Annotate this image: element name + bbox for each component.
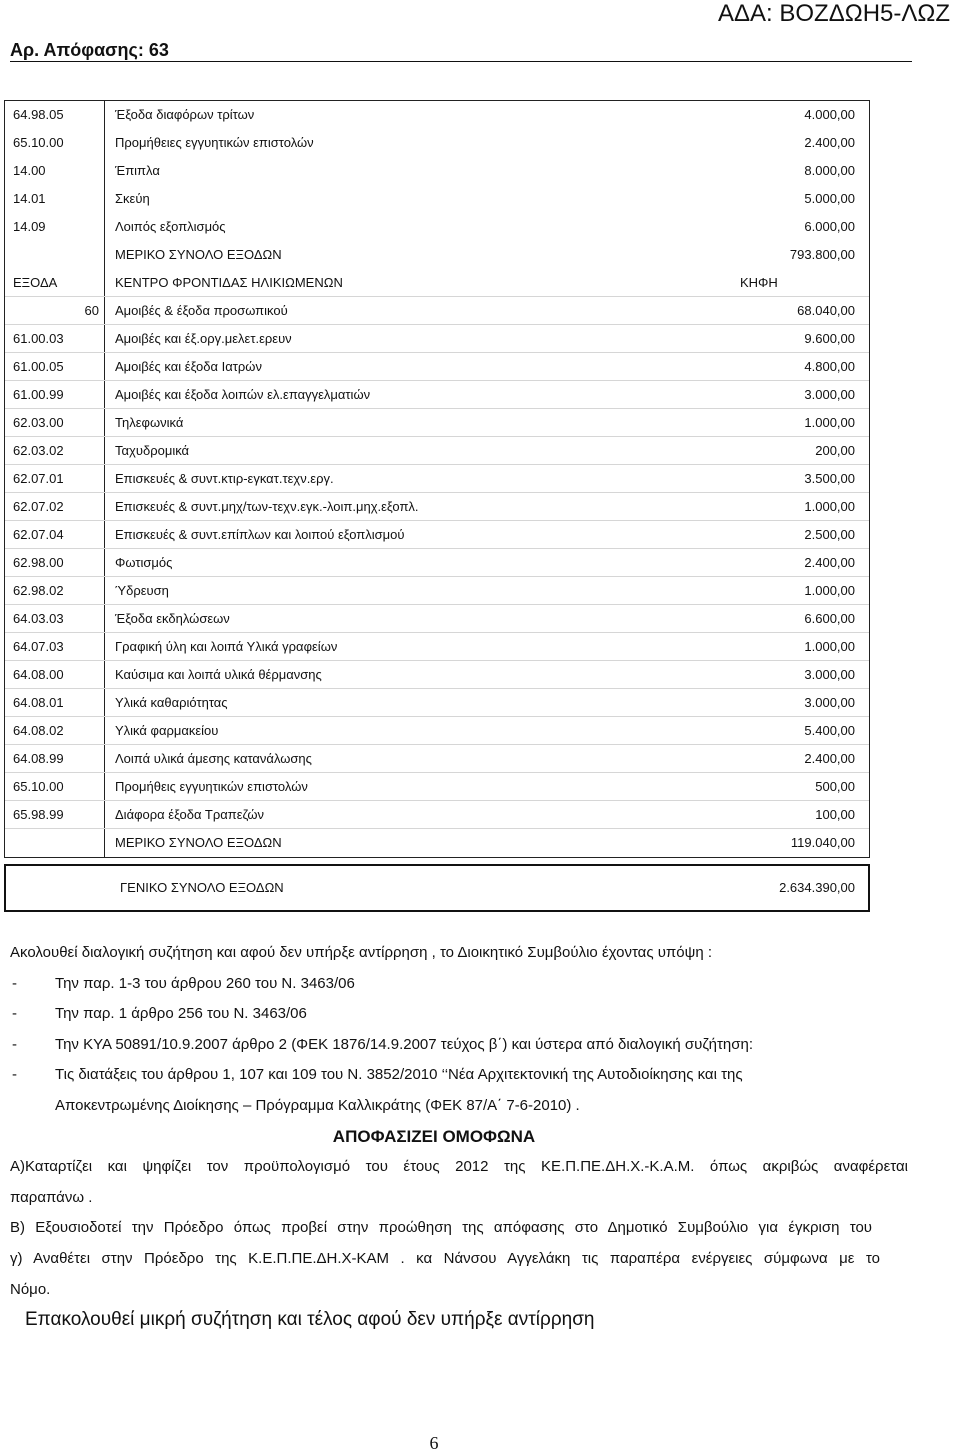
account-code: 61.00.03	[5, 325, 105, 352]
table-row	[5, 325, 869, 353]
section-note: ΚΗΦΗ	[740, 275, 778, 290]
account-description: Διάφορα έξοδα Τραπεζών	[115, 807, 265, 822]
account-code: 62.07.02	[5, 493, 105, 520]
decision-heading: ΑΠΟΦΑΣΙΖΕΙ ΟΜΟΦΩΝΑ	[332, 1126, 536, 1146]
account-code: 65.98.99	[5, 801, 105, 828]
consideration-item	[0, 1030, 960, 1061]
table-row	[5, 801, 869, 829]
amount: 200,00	[815, 443, 855, 458]
bullet-marker: -	[12, 1005, 17, 1023]
account-code: 64.98.05	[5, 101, 105, 129]
amount: 3.000,00	[804, 695, 855, 710]
table-row	[5, 745, 869, 773]
table-row	[5, 689, 869, 717]
account-description: Προμήθεις εγγυητικών επιστολών	[115, 779, 308, 794]
account-description: Υλικά φαρμακείου	[115, 723, 219, 738]
account-description: Λοιπά υλικά άμεσης κατανάλωσης	[115, 751, 312, 766]
table-row	[5, 213, 869, 241]
account-code: 64.08.00	[5, 661, 105, 688]
account-code: 62.98.02	[5, 577, 105, 604]
amount: 6.600,00	[804, 611, 855, 626]
table-row	[5, 549, 869, 577]
account-code: 62.03.02	[5, 437, 105, 464]
resolution-continuation: Νόμο.	[10, 1280, 51, 1298]
table-row	[5, 381, 869, 409]
account-code: 61.00.05	[5, 353, 105, 380]
account-code: 64.08.02	[5, 717, 105, 744]
amount: 3.000,00	[804, 667, 855, 682]
account-description: Ταχυδρομικά	[115, 443, 190, 458]
table-row	[5, 353, 869, 381]
page-number: 6	[429, 1433, 439, 1453]
account-description: Επισκευές & συντ.επίπλων και λοιπού εξοπλισμού	[115, 527, 405, 542]
account-code: 60	[5, 297, 105, 324]
amount: 5.000,00	[804, 191, 855, 206]
section-title: ΚΕΝΤΡΟ ΦΡΟΝΤΙΔΑΣ ΗΛΙΚΙΩΜΕΝΩΝ	[115, 275, 343, 290]
account-code: 14.09	[5, 213, 105, 241]
decision-number: Αρ. Απόφασης: 63	[10, 40, 169, 60]
account-description: Έπιπλα	[115, 163, 160, 178]
amount: 1.000,00	[804, 583, 855, 598]
grand-total-label: ΓΕΝΙΚΟ ΣΥΝΟΛΟ ΕΞΟΔΩΝ	[120, 880, 284, 895]
amount: 2.500,00	[804, 527, 855, 542]
closing-paragraph: Επακολουθεί μικρή συζήτηση και τέλος αφού δεν υπήρξε αντίρρηση	[25, 1309, 595, 1331]
amount: 1.000,00	[804, 499, 855, 514]
section-code: ΕΞΟΔΑ	[5, 269, 105, 296]
table-row	[5, 101, 869, 129]
account-code: 65.10.00	[5, 773, 105, 800]
consideration-item	[0, 999, 960, 1030]
account-code: 14.00	[5, 157, 105, 185]
consideration-text: Τις διατάξεις του άρθρου 1, 107 και 109 του Ν. 3852/2010 ‘‘Νέα Αρχιτεκτονική της Αυτοδιοίκησης και της	[55, 1066, 743, 1084]
consideration-text: Την παρ. 1-3 του άρθρου 260 του Ν. 3463/06	[55, 974, 355, 992]
account-code-empty	[5, 241, 105, 269]
account-code: 61.00.99	[5, 381, 105, 408]
amount: 3.000,00	[804, 387, 855, 402]
decision-text	[0, 938, 960, 1336]
table-row	[5, 185, 869, 213]
account-code: 64.07.03	[5, 633, 105, 660]
table-row	[5, 493, 869, 521]
account-code: 14.01	[5, 185, 105, 213]
account-code: 65.10.00	[5, 129, 105, 157]
consideration-text: Την ΚΥΑ 50891/10.9.2007 άρθρο 2 (ΦΕΚ 1876/14.9.2007 τεύχος β΄) και ύστερα από διαλογική συζήτηση:	[55, 1035, 754, 1053]
resolution-item: γ) Αναθέτει στην Πρόεδρο της Κ.Ε.Π.ΠΕ.ΔΗ.Χ-ΚΑΜ . κα Νάνσου Αγγελάκη τις παραπέρα ενέργειες σύμφωνα με το	[10, 1249, 880, 1267]
amount: 68.040,00	[797, 303, 855, 318]
table-row	[5, 661, 869, 689]
account-description: Τηλεφωνικά	[115, 415, 184, 430]
table-row	[5, 157, 869, 185]
amount: 4.000,00	[804, 107, 855, 122]
subtotal-label: ΜΕΡΙΚΟ ΣΥΝΟΛΟ ΕΞΟΔΩΝ	[115, 835, 282, 850]
amount: 6.000,00	[804, 219, 855, 234]
table-row	[5, 129, 869, 157]
subtotal-row	[5, 241, 869, 269]
table-row	[5, 465, 869, 493]
account-code: 62.07.01	[5, 465, 105, 492]
account-description: Φωτισμός	[115, 555, 173, 570]
account-description: Γραφική ύλη και λοιπά Υλικά γραφείων	[115, 639, 338, 654]
intro-paragraph: Ακολουθεί διαλογική συζήτηση και αφού δεν υπήρξε αντίρρηση , το Διοικητικό Συμβούλιο έχοντας υπόψη :	[10, 944, 712, 961]
table-row	[5, 521, 869, 549]
table-row	[5, 773, 869, 801]
account-description: Επισκευές & συντ.κτιρ-εγκατ.τεχν.εργ.	[115, 471, 334, 486]
account-description: Σκεύη	[115, 191, 150, 206]
amount: 2.400,00	[804, 751, 855, 766]
grand-total-row	[4, 864, 870, 912]
table-row	[5, 409, 869, 437]
table-row	[5, 605, 869, 633]
account-description: Έξοδα εκδηλώσεων	[115, 611, 230, 626]
amount: 4.800,00	[804, 359, 855, 374]
amount: 5.400,00	[804, 723, 855, 738]
consideration-continuation: Αποκεντρωμένης Διοίκησης – Πρόγραμμα Καλλικράτης (ΦΕΚ 87/Α΄ 7-6-2010) .	[55, 1096, 580, 1114]
amount: 1.000,00	[804, 639, 855, 654]
bullet-marker: -	[12, 1035, 17, 1053]
resolution-continuation: παραπάνω .	[10, 1188, 93, 1206]
account-description: Ύδρευση	[115, 583, 169, 598]
amount: 500,00	[815, 779, 855, 794]
ada-code: ΑΔΑ: ΒΟΖΔΩΗ5-ΛΩΖ	[718, 0, 950, 27]
table-row	[5, 633, 869, 661]
account-code: 62.98.00	[5, 549, 105, 576]
account-description: Αμοιβές και έξοδα Ιατρών	[115, 359, 262, 374]
grand-total-amount: 2.634.390,00	[779, 880, 855, 895]
account-description: Αμοιβές και έξ.οργ.μελετ.ερευν	[115, 331, 292, 346]
amount: 9.600,00	[804, 331, 855, 346]
account-code: 64.03.03	[5, 605, 105, 632]
account-description: Καύσιμα και λοιπά υλικά θέρμανσης	[115, 667, 322, 682]
account-description: Προμήθειες εγγυητικών επιστολών	[115, 135, 314, 150]
account-description: Υλικά καθαριότητας	[115, 695, 228, 710]
account-description: Λοιπός εξοπλισμός	[115, 219, 226, 234]
subtotal-label: ΜΕΡΙΚΟ ΣΥΝΟΛΟ ΕΞΟΔΩΝ	[115, 247, 282, 262]
bullet-marker: -	[12, 974, 17, 992]
amount: 1.000,00	[804, 415, 855, 430]
account-description: Έξοδα διαφόρων τρίτων	[115, 107, 255, 122]
table-row	[5, 297, 869, 325]
amount: 3.500,00	[804, 471, 855, 486]
table-row	[5, 437, 869, 465]
table-row	[5, 717, 869, 745]
amount: 8.000,00	[804, 163, 855, 178]
table-row	[5, 577, 869, 605]
header-rule	[10, 61, 912, 62]
account-code: 62.07.04	[5, 521, 105, 548]
amount: 2.400,00	[804, 135, 855, 150]
budget-table	[4, 100, 870, 858]
subtotal-amount: 119.040,00	[790, 835, 855, 850]
amount: 100,00	[815, 807, 855, 822]
account-code: 62.03.00	[5, 409, 105, 436]
resolution-item: Β) Εξουσιοδοτεί την Πρόεδρο όπως προβεί στην προώθηση της απόφασης στο Δημοτικό Συμβούλιο για έγκριση του	[10, 1219, 872, 1237]
account-code: 64.08.99	[5, 745, 105, 772]
subtotal-row	[5, 829, 869, 857]
resolution-item: Α)Καταρτίζει και ψηφίζει τον προϋπολογισμό του έτους 2012 της ΚΕ.Π.ΠΕ.ΔΗ.Χ.-Κ.Α.Μ. όπως ακριβώς αναφέρεται	[10, 1158, 908, 1176]
section-header-row	[5, 269, 869, 297]
account-description: Επισκευές & συντ.μηχ/των-τεχν.εγκ.-λοιπ.μηχ.εξοπλ.	[115, 499, 419, 514]
account-description: Αμοιβές και έξοδα λοιπών ελ.επαγγελματιών	[115, 387, 371, 402]
subtotal-amount: 793.800,00	[789, 247, 855, 262]
account-description: Αμοιβές & έξοδα προσωπικού	[115, 303, 288, 318]
consideration-text: Την παρ. 1 άρθρο 256 του Ν. 3463/06	[55, 1005, 307, 1023]
amount: 2.400,00	[804, 555, 855, 570]
consideration-item	[0, 1060, 960, 1091]
bullet-marker: -	[12, 1066, 17, 1084]
consideration-item	[0, 969, 960, 1000]
account-code: 64.08.01	[5, 689, 105, 716]
account-code-empty	[5, 829, 105, 857]
